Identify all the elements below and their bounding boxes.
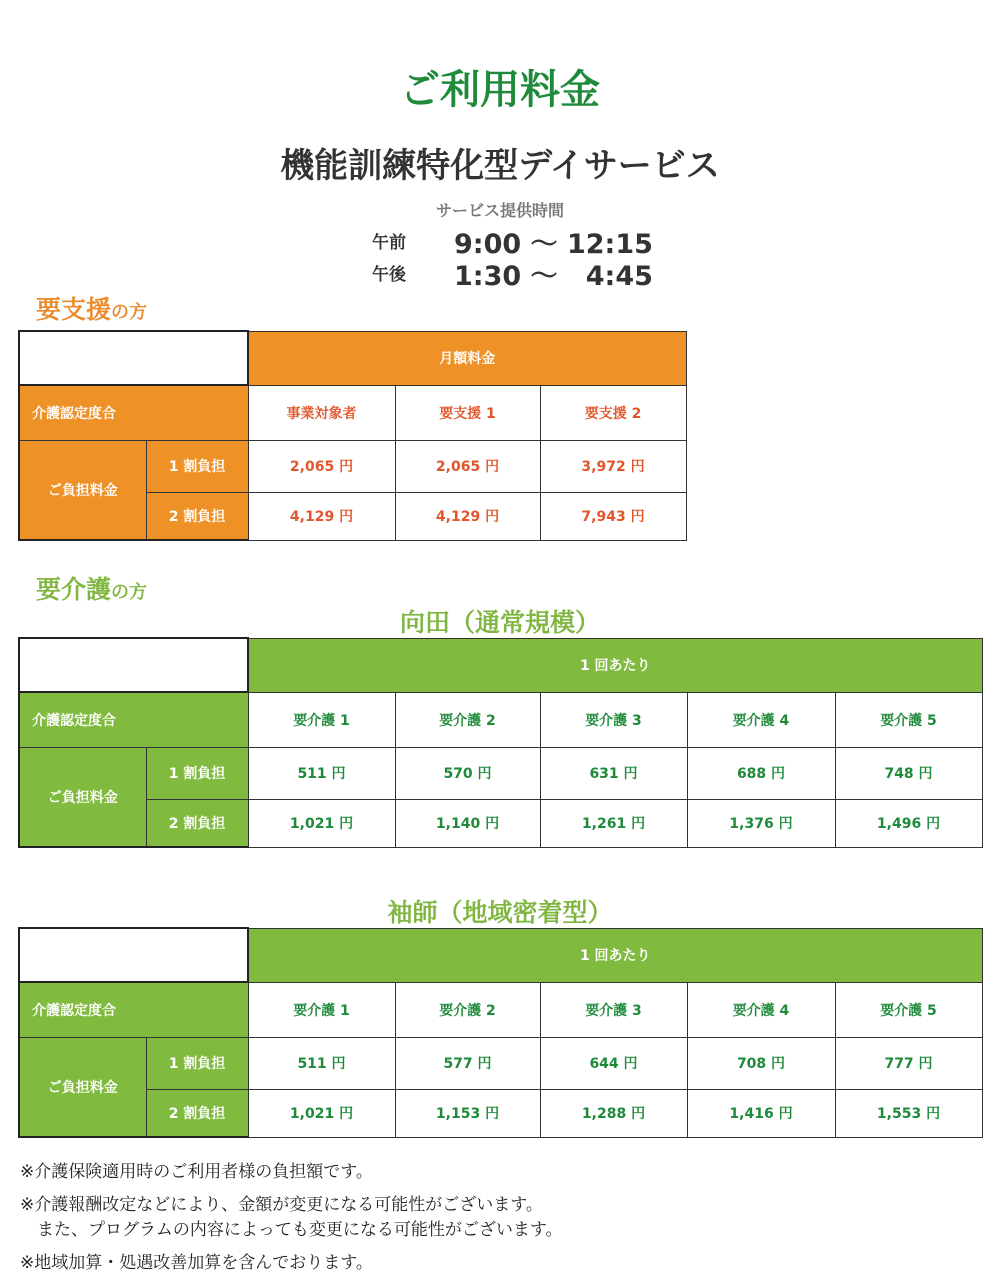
fee-cell: 1,553 円: [835, 1089, 982, 1137]
fee-cell: 777 円: [835, 1037, 982, 1089]
fee-label: ご負担料金: [19, 440, 146, 540]
period-label: 午後: [372, 265, 406, 285]
care-section-heading: [36, 570, 147, 606]
facility-title: 向田（通常規模）: [399, 608, 600, 637]
row-label: 2 割負担: [146, 1089, 248, 1137]
row-label: 1 割負担: [146, 1037, 248, 1089]
column-header: 要介護 4: [687, 692, 835, 747]
column-header: 要介護 5: [835, 982, 982, 1037]
fee-cell: 1,140 円: [395, 799, 540, 847]
column-header: 要介護 5: [835, 692, 982, 747]
fee-label: ご負担料金: [19, 747, 146, 847]
row-label: 2 割負担: [146, 799, 248, 847]
service-hours-label: サービス提供時間: [435, 201, 564, 220]
blank-corner-cell: [19, 638, 248, 692]
monthly-fee-header: 月額料金: [248, 331, 686, 385]
note-item: ※地域加算・処遇改善加算を含んでおります。: [20, 1253, 373, 1273]
heading-main: 要介護: [36, 575, 112, 604]
row-label: 1 割負担: [146, 440, 248, 492]
fee-cell: 577 円: [395, 1037, 540, 1089]
fee-cell: 1,416 円: [687, 1089, 835, 1137]
fee-cell: 511 円: [248, 747, 395, 799]
page-title: ご利用料金: [400, 67, 600, 113]
fee-cell: 1,021 円: [248, 799, 395, 847]
fee-cell: 688 円: [687, 747, 835, 799]
fee-cell: 1,376 円: [687, 799, 835, 847]
row-label: 2 割負担: [146, 492, 248, 540]
fee-label: ご負担料金: [19, 1037, 146, 1137]
column-header: 事業対象者: [248, 385, 395, 440]
care-level-header: 介護認定度合: [19, 692, 248, 747]
heading-suffix: の方: [111, 302, 148, 323]
facility-title: 袖師（地域密着型）: [387, 898, 613, 927]
per-visit-header: 1 回あたり: [248, 928, 982, 982]
mukoda-fee-table: [18, 637, 983, 848]
column-header: 要支援 2: [540, 385, 686, 440]
service-title: 機能訓練特化型デイサービス: [280, 146, 720, 186]
note-item: ※介護報酬改定などにより、金額が変更になる可能性がございます。 また、プログラムの内容によっても変更になる可能性がございます。: [20, 1195, 563, 1240]
column-header: 要介護 4: [687, 982, 835, 1037]
heading-suffix: の方: [111, 582, 148, 603]
care-level-header: 介護認定度合: [19, 385, 248, 440]
fee-cell: 1,496 円: [835, 799, 982, 847]
fee-cell: 708 円: [687, 1037, 835, 1089]
time-range: 9:00 〜 12:15: [454, 229, 653, 260]
fee-cell: 644 円: [540, 1037, 687, 1089]
time-range: 1:30 〜 4:45: [454, 261, 653, 292]
blank-corner-cell: [19, 928, 248, 982]
column-header: 要介護 2: [395, 692, 540, 747]
fee-cell: 4,129 円: [395, 492, 540, 540]
fee-cell: 1,288 円: [540, 1089, 687, 1137]
fee-cell: 3,972 円: [540, 440, 686, 492]
fee-cell: 631 円: [540, 747, 687, 799]
fee-cell: 1,153 円: [395, 1089, 540, 1137]
column-header: 要介護 2: [395, 982, 540, 1037]
support-fee-table: [18, 330, 687, 541]
row-label: 1 割負担: [146, 747, 248, 799]
column-header: 要介護 3: [540, 692, 687, 747]
fee-cell: 7,943 円: [540, 492, 686, 540]
column-header: 要介護 1: [248, 692, 395, 747]
column-header: 要支援 1: [395, 385, 540, 440]
column-header: 要介護 3: [540, 982, 687, 1037]
notes: [20, 1160, 980, 1284]
fee-cell: 511 円: [248, 1037, 395, 1089]
fee-cell: 748 円: [835, 747, 982, 799]
period-label: 午前: [372, 233, 406, 253]
support-section-heading: [36, 290, 147, 326]
heading-main: 要支援: [36, 295, 112, 324]
fee-cell: 2,065 円: [395, 440, 540, 492]
fee-cell: 1,021 円: [248, 1089, 395, 1137]
note-item: ※介護保険適用時のご利用者様の負担額です。: [20, 1162, 373, 1182]
care-level-header: 介護認定度合: [19, 982, 248, 1037]
fee-cell: 1,261 円: [540, 799, 687, 847]
sodeshi-fee-table: [18, 927, 983, 1138]
fee-cell: 2,065 円: [248, 440, 395, 492]
fee-cell: 4,129 円: [248, 492, 395, 540]
blank-corner-cell: [19, 331, 248, 385]
fee-cell: 570 円: [395, 747, 540, 799]
per-visit-header: 1 回あたり: [248, 638, 982, 692]
column-header: 要介護 1: [248, 982, 395, 1037]
